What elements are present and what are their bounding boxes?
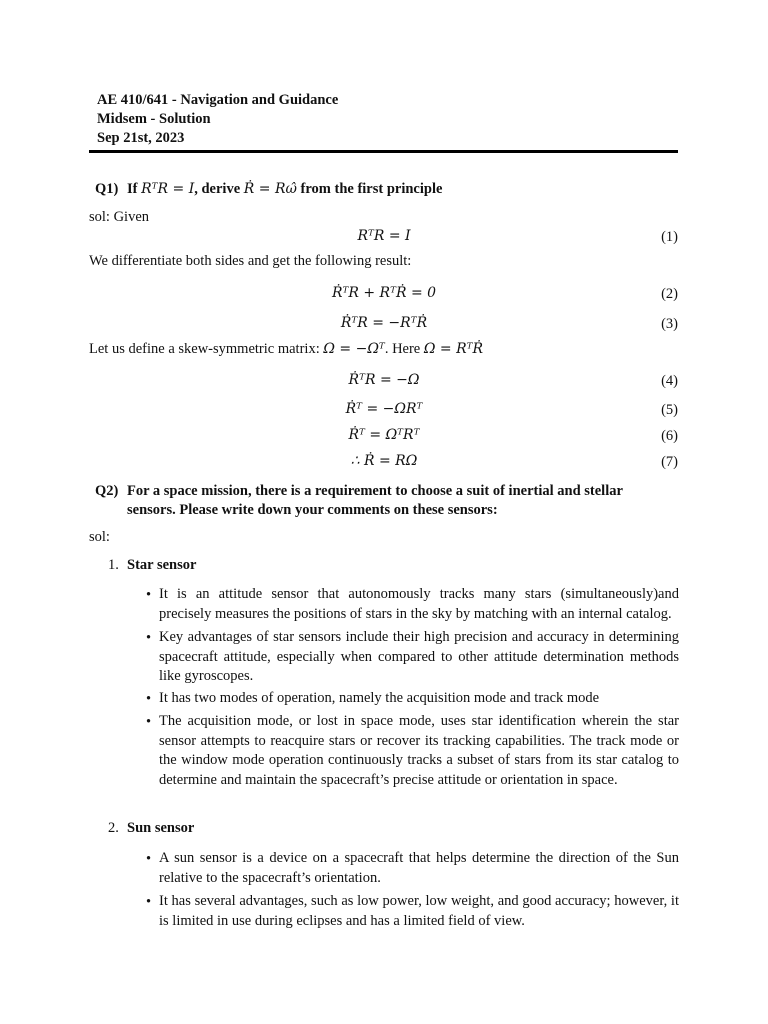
equation-6: Ṙᵀ = ΩᵀRᵀ	[348, 427, 420, 443]
q1-question: If RᵀR = I, derive Ṙ = Rω̂ from the first principle	[127, 181, 443, 197]
list-item: It has two modes of operation, namely the acquisition mode and track mode	[159, 690, 600, 706]
q2-sol: sol:	[89, 529, 110, 545]
q1-label: Q1)	[95, 181, 119, 197]
header-rule	[89, 150, 678, 153]
equation-4: ṘᵀR = −Ω	[348, 372, 420, 388]
bullet-marker: •	[146, 691, 152, 707]
section-number: 2.	[108, 820, 119, 836]
section-number: 1.	[108, 557, 119, 573]
q1-differentiate-text: We differentiate both sides and get the following result:	[89, 253, 412, 269]
exam-date: Sep 21st, 2023	[97, 130, 185, 146]
equation-3: ṘᵀR = −RᵀṘ	[340, 315, 428, 331]
equation-7-number: (7)	[661, 454, 678, 470]
q1-sol-given: sol: Given	[89, 209, 150, 225]
equation-3-number: (3)	[661, 316, 678, 332]
equation-2: ṘᵀR + RᵀṘ = 0	[331, 285, 437, 301]
list-item: The acquisition mode, or lost in space mode, uses star identification wherein the star sensor attempts to reacquire stars or recover its tracking capabilities. The track mode or the window mode operation continuously tracks a subset of stars from its star catalog to determine and maintain the spacecraft’s precise attitude or orientation in space.	[159, 713, 679, 788]
equation-4-number: (4)	[661, 373, 678, 389]
section-title-sun-sensor: Sun sensor	[127, 820, 195, 836]
course-title: AE 410/641 - Navigation and Guidance	[97, 92, 339, 108]
bullet-marker: •	[146, 894, 152, 910]
q2-question-line-2: sensors. Please write down your comments on these sensors:	[127, 502, 498, 518]
equation-5: Ṙᵀ = −ΩRᵀ	[345, 401, 423, 417]
equation-1-number: (1)	[661, 229, 678, 245]
bullet-marker: •	[146, 851, 152, 867]
equation-5-number: (5)	[661, 402, 678, 418]
equation-1: RᵀR = I	[357, 228, 411, 244]
q1-define-text: Let us define a skew-symmetric matrix: Ω = −Ωᵀ. Here Ω = RᵀṘ	[89, 341, 484, 357]
list-item: It is an attitude sensor that autonomously tracks many stars (simultaneously)and precisely measures the positions of stars in the sky by matching with an internal catalog.	[159, 586, 679, 622]
exam-title: Midsem - Solution	[97, 111, 211, 127]
list-item: Key advantages of star sensors include their high precision and accuracy in determining spacecraft attitude, especially when compared to other attitude determination methods like gyroscopes.	[159, 629, 679, 684]
bullet-marker: •	[146, 587, 152, 603]
equation-6-number: (6)	[661, 428, 678, 444]
bullet-marker: •	[146, 714, 152, 730]
equation-2-number: (2)	[661, 286, 678, 302]
q2-question-line-1: For a space mission, there is a requirement to choose a suit of inertial and stellar	[127, 483, 623, 499]
list-item: A sun sensor is a device on a spacecraft that helps determine the direction of the Sun relative to the spacecraft’s orientation.	[159, 850, 679, 886]
bullet-marker: •	[146, 630, 152, 646]
list-item: It has several advantages, such as low power, low weight, and good accuracy; however, it is limited in use during eclipses and has a limited field of view.	[159, 893, 679, 929]
section-title-star-sensor: Star sensor	[127, 557, 197, 573]
q2-label: Q2)	[95, 483, 119, 499]
equation-7: ∴ Ṙ = RΩ	[350, 453, 418, 469]
